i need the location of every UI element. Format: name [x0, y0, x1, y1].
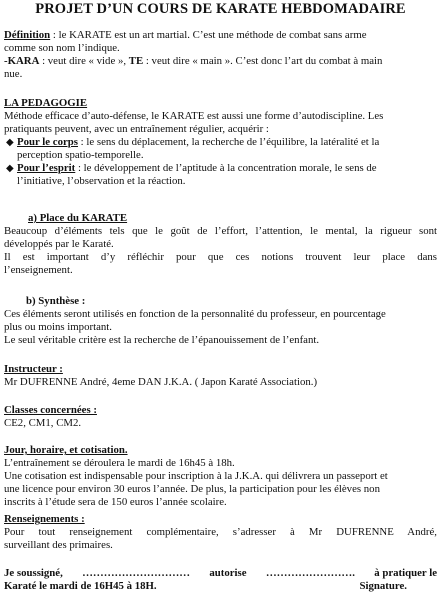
bullet-esprit-text-1: : le développement de l’aptitude à la concentration morale, le sens de [75, 162, 377, 174]
classes-text: CE2, CM1, CM2. [4, 417, 82, 429]
place-text-4: l’enseignement. [4, 264, 73, 276]
horaire-text-2: Une cotisation est indispensable pour inscription à la J.K.A. qui délivrera un passeport et [4, 470, 388, 482]
pratiquer-label: à pratiquer le [374, 567, 437, 579]
definition-text-2: comme son nom l’indique. [4, 42, 120, 54]
renseignements-text-1: Pour tout renseignement complémentaire, s’adresser à Mr DUFRENNE André, [4, 526, 437, 538]
bullet-corps-text-1: : le sens du déplacement, la recherche de l’équilibre, la latéralité et la [77, 136, 380, 148]
name-blank: ………………………… [82, 567, 191, 579]
pedagogie-intro-2: pratiquants peuvent, avec un entraînement régulier, acquérir : [4, 123, 269, 135]
bullet-esprit-label: Pour l’esprit [17, 162, 76, 174]
pedagogie-heading: LA PEDAGOGIE [4, 97, 88, 109]
bullet-esprit-text-2: l’initiative, l’observation et la réaction. [17, 175, 186, 187]
classes-heading: Classes concernées : [4, 404, 97, 416]
instructeur-section [4, 363, 437, 389]
bullet-icon: ◆ [6, 163, 14, 174]
page-title: PROJET D’UN COURS DE KARATE HEBDOMADAIRE [35, 1, 406, 17]
bullet-icon: ◆ [6, 137, 14, 148]
synthese-heading: b) Synthèse : [26, 295, 86, 307]
bullet-corps-text-2: perception spatio-temporelle. [17, 149, 144, 161]
definition-section [4, 29, 437, 81]
place-section [4, 212, 437, 277]
soussigne-label: Je soussigné, [4, 567, 63, 579]
place-text-3: Il est important d’y réfléchir pour que ces notions trouvent leur place dans [4, 251, 437, 263]
horaire-text-3: une licence pour environ 30 euros l’année. De plus, la participation pour les élèves non [4, 483, 380, 495]
place-heading: a) Place du KARATE [28, 212, 128, 224]
te-label: TE [128, 55, 144, 67]
definition-text-4: nue. [4, 68, 23, 80]
instructeur-text: Mr DUFRENNE André, 4eme DAN J.K.A. ( Japon Karaté Association.) [4, 376, 318, 388]
signature-line-1 [4, 567, 437, 580]
renseignements-heading: Renseignements : [4, 513, 85, 525]
synthese-text-2: plus ou moins important. [4, 321, 112, 333]
definition-text-1: : le KARATE est un art martial. C’est une méthode de combat sans arme [50, 29, 367, 41]
renseignements-text-2: surveillant des primaires. [4, 539, 113, 551]
kara-label: -KARA [4, 55, 40, 67]
signature-section [4, 567, 437, 593]
signature-label: Signature. [359, 580, 407, 592]
renseignements-section [4, 513, 437, 552]
signature-line-2 [4, 580, 437, 593]
te-text: : veut dire « main ». C’est donc l’art du combat à main [143, 55, 383, 67]
horaire-text-4: inscrits à l’étude sera de 150 euros l’année scolaire. [4, 496, 227, 508]
horaire-heading: Jour, horaire, et cotisation. [4, 444, 128, 456]
place-text-2: développés par le Karaté. [4, 238, 114, 250]
synthese-text-3: Le seul véritable critère est la recherche de l’épanouissement de l’enfant. [4, 334, 320, 346]
horaire-text-1: L’entraînement se déroulera le mardi de 16h45 à 18h. [4, 457, 235, 469]
synthese-section [4, 295, 437, 347]
bullet-corps-label: Pour le corps [17, 136, 78, 148]
autorise-label: autorise [209, 567, 247, 579]
instructeur-heading: Instructeur : [4, 363, 63, 375]
synthese-text-1: Ces éléments seront utilisés en fonction de la personnalité du professeur, en pourcentage [4, 308, 386, 320]
horaire-section [4, 444, 437, 509]
pedagogie-section [4, 97, 437, 188]
definition-label: Définition [4, 29, 51, 41]
pedagogie-intro-1: Méthode efficace d’auto-défense, le KARATE est aussi une forme d’autodiscipline. Les [4, 110, 384, 122]
kara-text: : veut dire « vide », [39, 55, 129, 67]
child-blank: ……………………. [265, 567, 355, 579]
place-text-1: Beaucoup d’éléments tels que le goût de l’effort, l’attention, le mental, la rigueur sont [4, 225, 437, 237]
schedule-text: Karaté le mardi de 16H45 à 18H. [4, 580, 157, 592]
classes-section [4, 404, 437, 430]
bullet-corps [4, 136, 437, 162]
bullet-esprit [4, 162, 437, 188]
